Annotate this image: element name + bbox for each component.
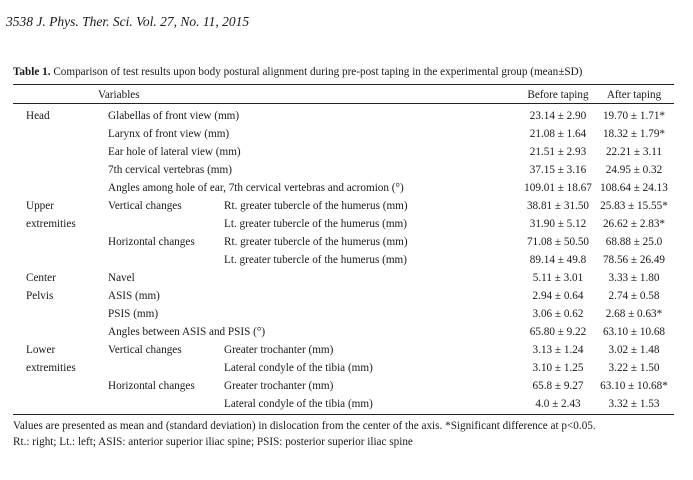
cell-before-taping: 3.10 ± 1.25	[532, 362, 584, 374]
cell-after-taping: 18.32 ± 1.79*	[602, 128, 666, 140]
cell-before-taping: 21.08 ± 1.64	[529, 128, 587, 140]
cell-before-taping: 3.06 ± 0.62	[532, 308, 584, 320]
row-variable: Rt. greater tubercle of the humerus (mm)	[224, 236, 408, 248]
cell-after-taping: 68.88 ± 25.0	[605, 236, 663, 248]
row-variable: Ear hole of lateral view (mm)	[108, 146, 241, 158]
row-group-label: Pelvis	[26, 290, 54, 302]
row-variable: Greater trochanter (mm)	[224, 380, 334, 392]
cell-after-taping: 26.62 ± 2.83*	[602, 218, 666, 230]
row-group-label: extremities	[26, 362, 76, 374]
cell-before-taping: 37.15 ± 3.16	[529, 164, 587, 176]
col-header-variables: Variables	[98, 89, 140, 101]
cell-after-taping: 63.10 ± 10.68*	[600, 380, 668, 392]
row-variable: Angles among hole of ear, 7th cervical vertebras and acromion (°)	[108, 182, 404, 194]
row-variable: Lateral condyle of the tibia (mm)	[224, 398, 373, 410]
cell-before-taping: 65.8 ± 9.27	[532, 380, 584, 392]
table-bottom-rule	[13, 414, 674, 415]
row-group-label: extremities	[26, 218, 76, 230]
col-header-after: After taping	[606, 89, 662, 101]
running-head: 3538 J. Phys. Ther. Sci. Vol. 27, No. 11, 2015	[6, 14, 250, 29]
cell-after-taping: 3.22 ± 1.50	[608, 362, 660, 374]
cell-after-taping: 24.95 ± 0.32	[605, 164, 663, 176]
cell-before-taping: 71.08 ± 50.50	[526, 236, 590, 248]
cell-before-taping: 3.13 ± 1.24	[532, 344, 584, 356]
cell-after-taping: 3.32 ± 1.53	[608, 398, 660, 410]
row-group-label: Lower	[26, 344, 56, 356]
cell-after-taping: 63.10 ± 10.68	[602, 326, 666, 338]
cell-before-taping: 65.80 ± 9.22	[529, 326, 587, 338]
table-caption-text: Comparison of test results upon body postural alignment during pre-post taping in the experimental group (mean±SD)	[53, 66, 583, 78]
row-variable: 7th cervical vertebras (mm)	[108, 164, 232, 176]
row-subgroup-label: Horizontal changes	[108, 236, 195, 248]
row-variable: Lt. greater tubercle of the humerus (mm)	[224, 254, 407, 266]
row-group-label: Upper	[26, 200, 54, 212]
table-caption	[13, 66, 582, 78]
row-subgroup-label: Horizontal changes	[108, 380, 195, 392]
row-group-label: Head	[26, 110, 50, 122]
cell-after-taping: 78.56 ± 26.49	[602, 254, 666, 266]
row-subgroup-label: Vertical changes	[108, 344, 182, 356]
row-variable: Rt. greater tubercle of the humerus (mm)	[224, 200, 408, 212]
cell-before-taping: 89.14 ± 49.8	[529, 254, 587, 266]
row-variable: PSIS (mm)	[108, 308, 159, 320]
row-variable: Greater trochanter (mm)	[224, 344, 334, 356]
table-top-rule	[13, 84, 674, 85]
row-variable: Lateral condyle of the tibia (mm)	[224, 362, 373, 374]
table-label: Table 1.	[13, 66, 51, 78]
cell-before-taping: 5.11 ± 3.01	[532, 272, 584, 284]
cell-after-taping: 22.21 ± 3.11	[605, 146, 663, 158]
cell-after-taping: 3.33 ± 1.80	[608, 272, 660, 284]
table-footnote-2: Rt.: right; Lt.: left; ASIS: anterior superior iliac spine; PSIS: posterior superior iliac spine	[13, 436, 413, 448]
cell-after-taping: 108.64 ± 24.13	[600, 182, 668, 194]
cell-after-taping: 19.70 ± 1.71*	[602, 110, 666, 122]
cell-before-taping: 21.51 ± 2.93	[529, 146, 587, 158]
row-group-label: Center	[26, 272, 56, 284]
cell-after-taping: 2.74 ± 0.58	[608, 290, 660, 302]
cell-before-taping: 4.0 ± 2.43	[535, 398, 581, 410]
cell-after-taping: 25.83 ± 15.55*	[600, 200, 668, 212]
row-variable: ASIS (mm)	[108, 290, 160, 302]
cell-before-taping: 23.14 ± 2.90	[529, 110, 587, 122]
row-variable: Larynx of front view (mm)	[108, 128, 230, 140]
row-variable: Navel	[108, 272, 135, 284]
row-variable: Glabellas of front view (mm)	[108, 110, 240, 122]
cell-before-taping: 2.94 ± 0.64	[532, 290, 584, 302]
table-header-rule	[13, 103, 674, 104]
cell-before-taping: 38.81 ± 31.50	[526, 200, 590, 212]
cell-before-taping: 31.90 ± 5.12	[529, 218, 587, 230]
row-variable: Angles between ASIS and PSIS (°)	[108, 326, 266, 338]
cell-after-taping: 3.02 ± 1.48	[608, 344, 660, 356]
row-subgroup-label: Vertical changes	[108, 200, 182, 212]
row-variable: Lt. greater tubercle of the humerus (mm)	[224, 218, 407, 230]
cell-after-taping: 2.68 ± 0.63*	[605, 308, 663, 320]
col-header-before: Before taping	[527, 89, 589, 101]
cell-before-taping: 109.01 ± 18.67	[524, 182, 592, 194]
table-footnote-1: Values are presented as mean and (standard deviation) in dislocation from the center of the axis. *Significant difference at p<0.05.	[13, 420, 596, 432]
